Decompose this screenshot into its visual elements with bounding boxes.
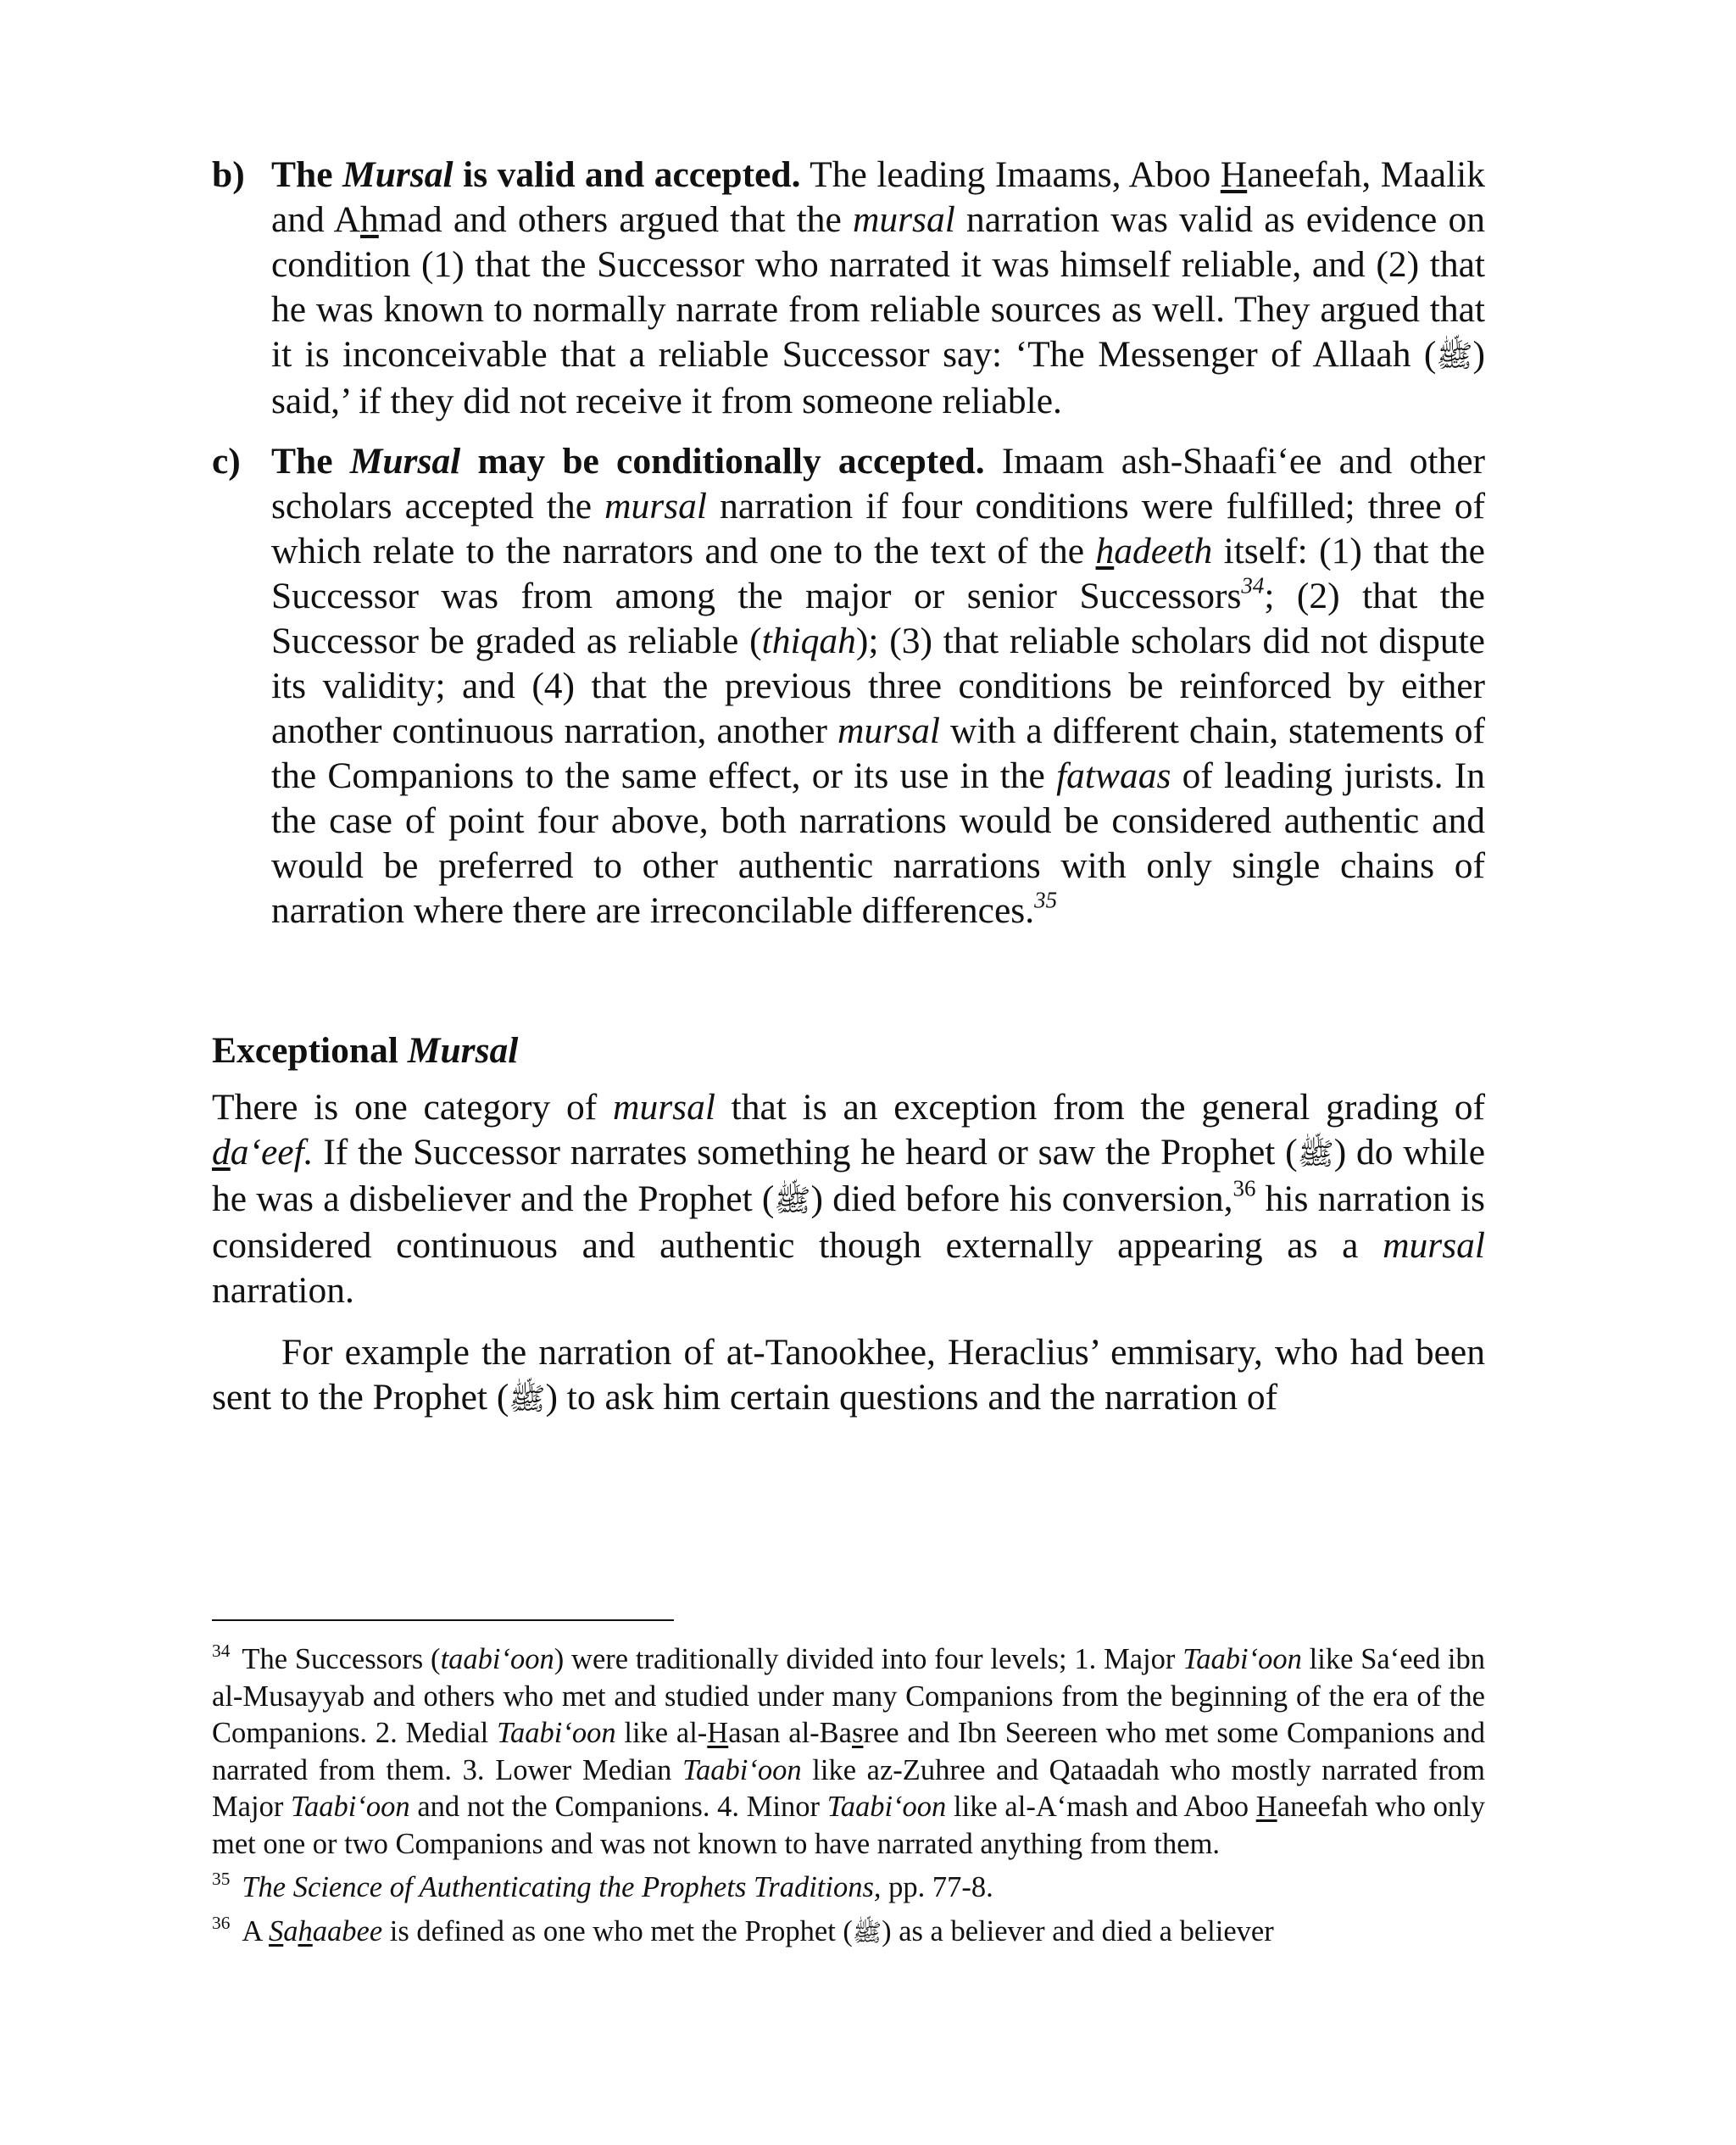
footnote-divider xyxy=(212,1619,674,1621)
fn-text: pp. 77-8. xyxy=(881,1871,993,1903)
para-text: his narration is considered continuous and authentic though externally appearing as a xyxy=(212,1178,1485,1266)
fn-text: H xyxy=(707,1717,729,1749)
footnote-36 xyxy=(212,1914,1485,1952)
fn-term: Taabi‘oon xyxy=(826,1791,947,1823)
fn-text: aneefah who only met one or two Companions and was not known to have narrated anything from them. xyxy=(212,1791,1486,1860)
item-b-text: H xyxy=(1220,154,1248,195)
item-b-lead-term: Mursal xyxy=(342,154,453,195)
para-text: There is one category of xyxy=(212,1087,614,1128)
item-b-lead-text: The xyxy=(271,154,343,195)
para-text: ) to ask him certain questions and the narration of xyxy=(545,1377,1278,1418)
fn-term: aabee xyxy=(312,1914,383,1947)
fn-text: H xyxy=(1255,1791,1277,1823)
fn-text: ) as a believer and died a believer xyxy=(882,1914,1274,1947)
para-term: d xyxy=(212,1132,231,1173)
fn-text: and not the Companions. 4. Minor xyxy=(409,1791,827,1823)
para-term: mursal xyxy=(613,1087,715,1128)
item-c-text: ; (2) that the Successor be graded as reliable ( xyxy=(271,576,1485,661)
item-b-text: mad and others argued that the xyxy=(378,199,853,240)
paragraph-1 xyxy=(212,1085,1485,1313)
heading-term: Mursal xyxy=(407,1030,519,1071)
list-item-c xyxy=(212,439,1485,933)
item-c-term: thiqah xyxy=(761,621,856,661)
item-c-lead-text-2: may be conditionally accepted. xyxy=(460,441,985,482)
item-c-lead-text: The xyxy=(271,441,350,482)
item-c-term: h xyxy=(1095,531,1115,571)
fn-term: Taabi‘oon xyxy=(496,1717,616,1749)
salawat-icon: ﷺ xyxy=(774,1184,811,1218)
item-b-text: narration was valid as evidence on condition (1) that the Successor who narrated it was himself reliable, and (2) that he was known to normally narrate from reliable sources as well. They argued that it is inconceivable that a reliable Successor say: ‘The Messenger of Allaah ( xyxy=(271,199,1485,375)
page-body xyxy=(212,153,1485,1422)
footnote-ref-36[interactable]: 36 xyxy=(1232,1175,1256,1201)
fn-text: A xyxy=(242,1914,270,1947)
para-text: If the Successor narrates something he heard or saw the Prophet ( xyxy=(313,1132,1298,1173)
footnote-number: 36 xyxy=(212,1912,231,1933)
item-b-text: h xyxy=(360,199,379,240)
para-text: that is an exception from the general grading of xyxy=(715,1087,1485,1128)
item-c-term: mursal xyxy=(837,710,940,751)
footnote-35 xyxy=(212,1869,1485,1907)
fn-term: Taabi‘oon xyxy=(1182,1643,1302,1675)
para-term: mursal xyxy=(1383,1225,1485,1266)
footnotes xyxy=(212,1619,1485,1951)
fn-term: a xyxy=(283,1914,298,1947)
fn-term: Taabi‘oon xyxy=(682,1753,802,1786)
item-c-text: Imaam ash-Shaafi‘ee and other scholars accepted the xyxy=(271,441,1485,526)
heading-text: Exceptional xyxy=(212,1030,408,1071)
fn-text: like al- xyxy=(615,1717,708,1749)
salawat-icon: ﷺ xyxy=(1297,1137,1334,1172)
para-text: ) do while he was a disbeliever and the Prophet ( xyxy=(212,1132,1486,1219)
salawat-icon: ﷺ xyxy=(509,1382,546,1417)
item-c-term: mursal xyxy=(604,486,707,526)
item-b-term: mursal xyxy=(852,199,955,240)
item-c-term: adeeth xyxy=(1114,531,1213,571)
item-c-text: itself: (1) that the Successor was from among the major or senior Successors xyxy=(271,531,1485,616)
item-b-text: aneefah, Maalik and A xyxy=(271,154,1486,240)
footnote-number: 34 xyxy=(212,1641,231,1662)
item-c-text: of leading jurists. In the case of point four above, both narrations would be considered authentic and would be preferred to other authentic narrations with only single chains of narration where there are irreconcilable differences. xyxy=(271,755,1485,931)
item-c-text: ); (3) that reliable scholars did not dispute its validity; and (4) that the previous three conditions be reinforced by either another continuous narration, another xyxy=(271,621,1485,751)
item-b-text: The leading Imaams, Aboo xyxy=(800,154,1221,195)
section-heading xyxy=(212,1028,1485,1073)
fn-text: is defined as one who met the Prophet ( xyxy=(382,1914,853,1947)
item-b-text: ) said,’ if they did not receive it from someone reliable. xyxy=(271,334,1485,421)
fn-term: S xyxy=(269,1914,284,1947)
salawat-icon: ﷺ xyxy=(852,1918,882,1947)
list-marker-b: b) xyxy=(212,154,245,195)
item-b-lead xyxy=(271,154,800,195)
fn-text: like Sa‘eed ibn al-Musayyab and others who met and studied under many Companions from the beginning of the era of the Companions. 2. Medial xyxy=(212,1643,1485,1749)
footnote-ref-34[interactable]: 34 xyxy=(1241,572,1265,599)
fn-text: ree and Ibn Seereen who met some Companions and narrated from them. 3. Lower Median xyxy=(212,1717,1485,1786)
fn-text: asan al-Ba xyxy=(728,1717,852,1749)
item-c-term: fatwaas xyxy=(1056,755,1171,796)
fn-text: like al-A‘mash and Aboo xyxy=(946,1791,1256,1823)
salawat-icon: ﷺ xyxy=(1436,339,1473,374)
footnote-ref-35[interactable]: 35 xyxy=(1034,887,1058,913)
item-c-text: with a different chain, statements of the Companions to the same effect, or its use in the xyxy=(271,710,1485,796)
item-c-text: narration if four conditions were fulfilled; three of which relate to the narrators and one to the text of the xyxy=(271,486,1485,571)
item-c-lead xyxy=(271,441,985,482)
fn-text: The Successors ( xyxy=(242,1643,441,1675)
fn-citation-title: The Science of Authenticating the Prophets Traditions, xyxy=(242,1871,882,1903)
paragraph-2 xyxy=(212,1330,1485,1422)
fn-text: ) were traditionally divided into four levels; 1. Major xyxy=(554,1643,1183,1675)
footnote-34 xyxy=(212,1641,1485,1863)
para-text: For example the narration of at-Tanookhee, Heraclius’ emmisary, who had been sent to the Prophet ( xyxy=(212,1332,1485,1418)
fn-text: s xyxy=(852,1717,864,1749)
fn-term: h xyxy=(298,1914,313,1947)
list-marker-c: c) xyxy=(212,441,241,482)
footnote-number: 35 xyxy=(212,1869,231,1890)
item-b-lead-text-2: is valid and accepted. xyxy=(453,154,801,195)
para-text: ) died before his conversion, xyxy=(810,1178,1233,1219)
para-text: narration. xyxy=(212,1270,354,1311)
fn-text: like az-Zuhree and Qataadah who mostly narrated from Major xyxy=(212,1753,1485,1823)
para-term: a‘eef. xyxy=(230,1132,314,1173)
fn-term: Taabi‘oon xyxy=(291,1791,410,1823)
item-c-lead-term: Mursal xyxy=(349,441,461,482)
fn-term: taabi‘oon xyxy=(440,1643,554,1675)
list-item-b xyxy=(212,153,1485,424)
